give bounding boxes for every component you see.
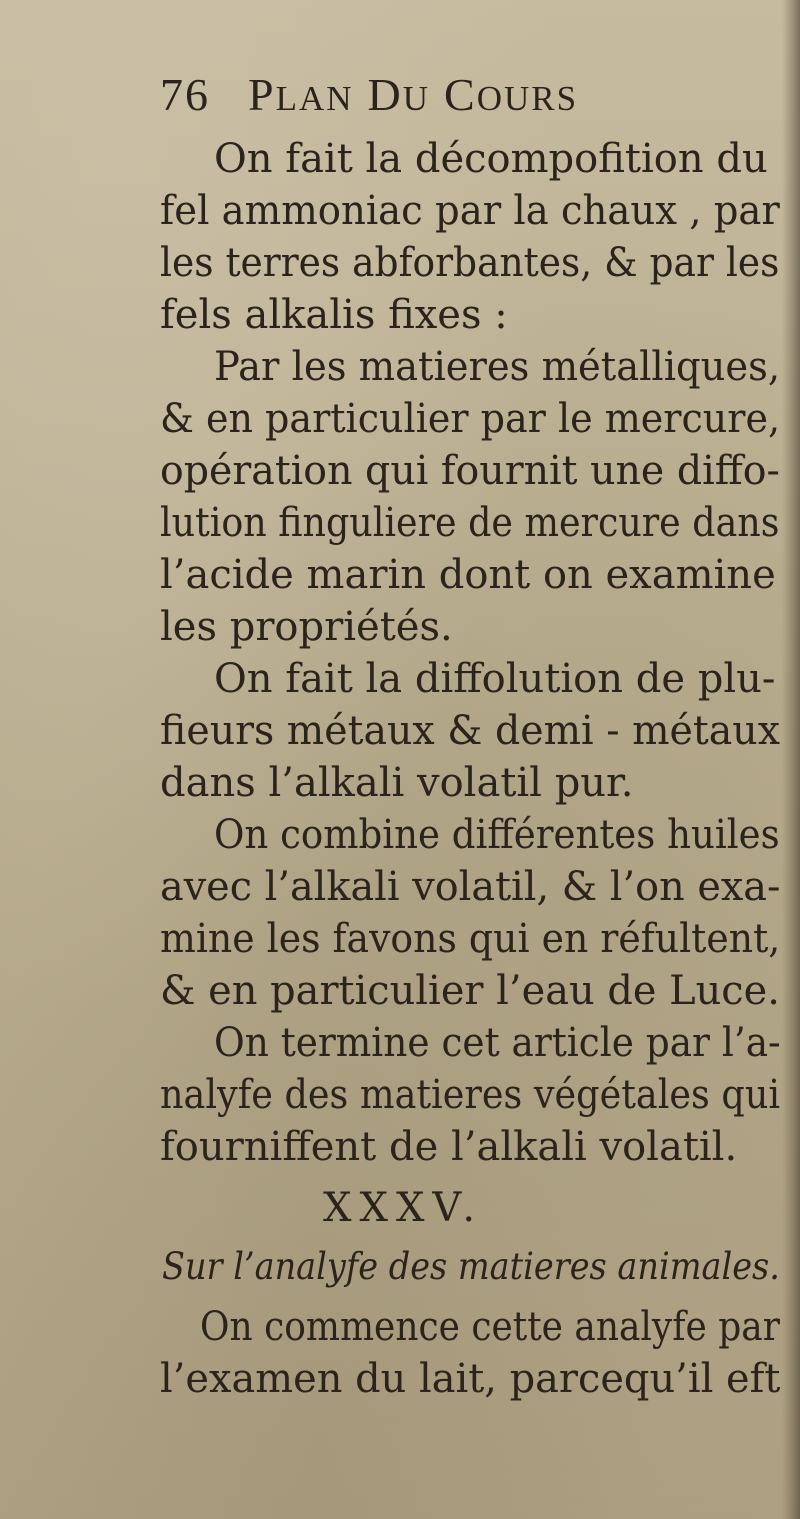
section-heading: XXXV. (323, 1185, 484, 1231)
text-line: On fait la diffolution de plu- (214, 656, 776, 702)
text-line: les terres abforbantes, & par les (160, 240, 780, 286)
section-title: Sur l’analyfe des matieres animales. (162, 1245, 780, 1288)
text-line: fieurs métaux & demi - métaux (160, 708, 780, 754)
text-line: opération qui fournit une diffo- (160, 448, 780, 494)
text-line: fourniffent de l’alkali volatil. (160, 1124, 738, 1170)
text-line: avec l’alkali volatil, & l’on exa- (160, 864, 781, 910)
text-line: On fait la décompofition du (214, 136, 768, 182)
text-line: Par les matieres métalliques, (214, 344, 781, 390)
text-line: lution finguliere de mercure dans (160, 500, 780, 546)
text-line: l’examen du lait, parcequ’il eft (160, 1356, 781, 1402)
text-line: l’acide marin dont on examine (160, 552, 776, 598)
running-header (160, 68, 592, 121)
text-line: On termine cet article par l’a- (214, 1020, 781, 1066)
text-line: mine les favons qui en réfultent, (160, 916, 781, 962)
page-edge-shadow (782, 0, 800, 1519)
running-title-word: PLAN (248, 69, 354, 120)
text-line: fels alkalis fixes : (160, 292, 508, 338)
text-line: dans l’alkali volatil pur. (160, 760, 634, 806)
text-line: fel ammoniac par la chaux , par (160, 188, 780, 234)
page-number: 76 (160, 69, 210, 120)
text-line: nalyfe des matieres végétales qui (160, 1072, 781, 1118)
text-line: & en particulier l’eau de Luce. (160, 968, 780, 1014)
text-line: On commence cette analyfe par (200, 1304, 780, 1350)
text-line: les propriétés. (160, 604, 453, 650)
text-line: & en particulier par le mercure, (160, 396, 781, 442)
running-title-word: COURS (444, 69, 579, 120)
text-line: On combine différentes huiles (214, 812, 780, 858)
running-title-word: DU (367, 69, 431, 120)
